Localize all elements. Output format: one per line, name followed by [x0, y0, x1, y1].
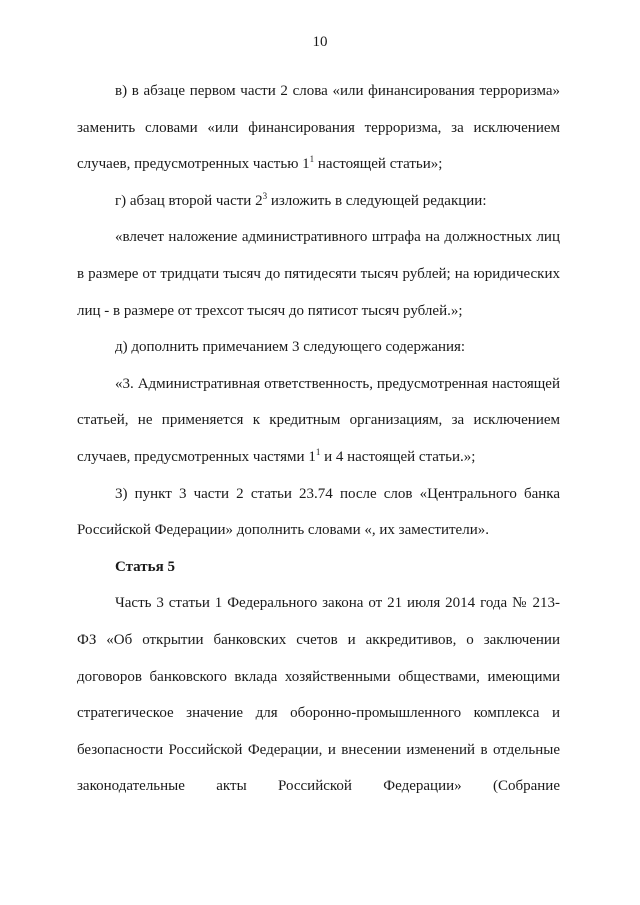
document-body: [77, 73, 560, 805]
paragraph-text: в) в абзаце первом части 2 слова «или финансирования терроризма» заменить словами «или финансирования терроризма, за исключением случаев, предусмотренных частью 1: [77, 83, 560, 173]
paragraph-text: настоящей статьи»;: [314, 156, 443, 173]
paragraph-article-5-body: Часть 3 статьи 1 Федерального закона от 21 июля 2014 года № 213-ФЗ «Об открытии банковских счетов и аккредитивов, о заключении договоров банковского вклада хозяйственными обществами, имеющими стратегическое значение для оборонно-промышленного комплекса и безопасности Российской Федерации, и внесении изменений в отдельные законодательные акты Российской Федерации» (Собрание: [77, 595, 560, 795]
paragraph-text: г) абзац второй части 2: [115, 192, 263, 209]
superscript: 1: [309, 154, 315, 165]
page-number: 10: [312, 34, 328, 50]
paragraph-text: изложить в следующей редакции:: [267, 192, 487, 209]
superscript: 1: [315, 446, 321, 457]
paragraph-text: «3. Административная ответственность, предусмотренная настоящей статьей, не применяется к кредитным организациям, за исключением случаев, предусмотренных частями 1: [77, 375, 560, 465]
superscript: 3: [262, 190, 268, 201]
paragraph-quoted-note-3: [77, 366, 560, 476]
article-heading: Статья 5: [115, 558, 175, 575]
paragraph-amendment-d: д) дополнить примечанием 3 следующего содержания:: [115, 339, 466, 356]
paragraph-text: и 4 настоящей статьи.»;: [320, 448, 476, 465]
paragraph-item-3: 3) пункт 3 части 2 статьи 23.74 после слов «Центрального банка Российской Федерации» дополнить словами «, их заместители».: [77, 485, 560, 539]
paragraph-quoted-text-penalty: «влечет наложение административного штрафа на должностных лиц в размере от тридцати тысяч до пятидесяти тысяч рублей; на юридических лиц - в размере от трехсот тысяч до пятисот тысяч рублей.»;: [77, 229, 560, 319]
paragraph-amendment-g: [77, 183, 560, 220]
paragraph-amendment-v: [77, 73, 560, 183]
